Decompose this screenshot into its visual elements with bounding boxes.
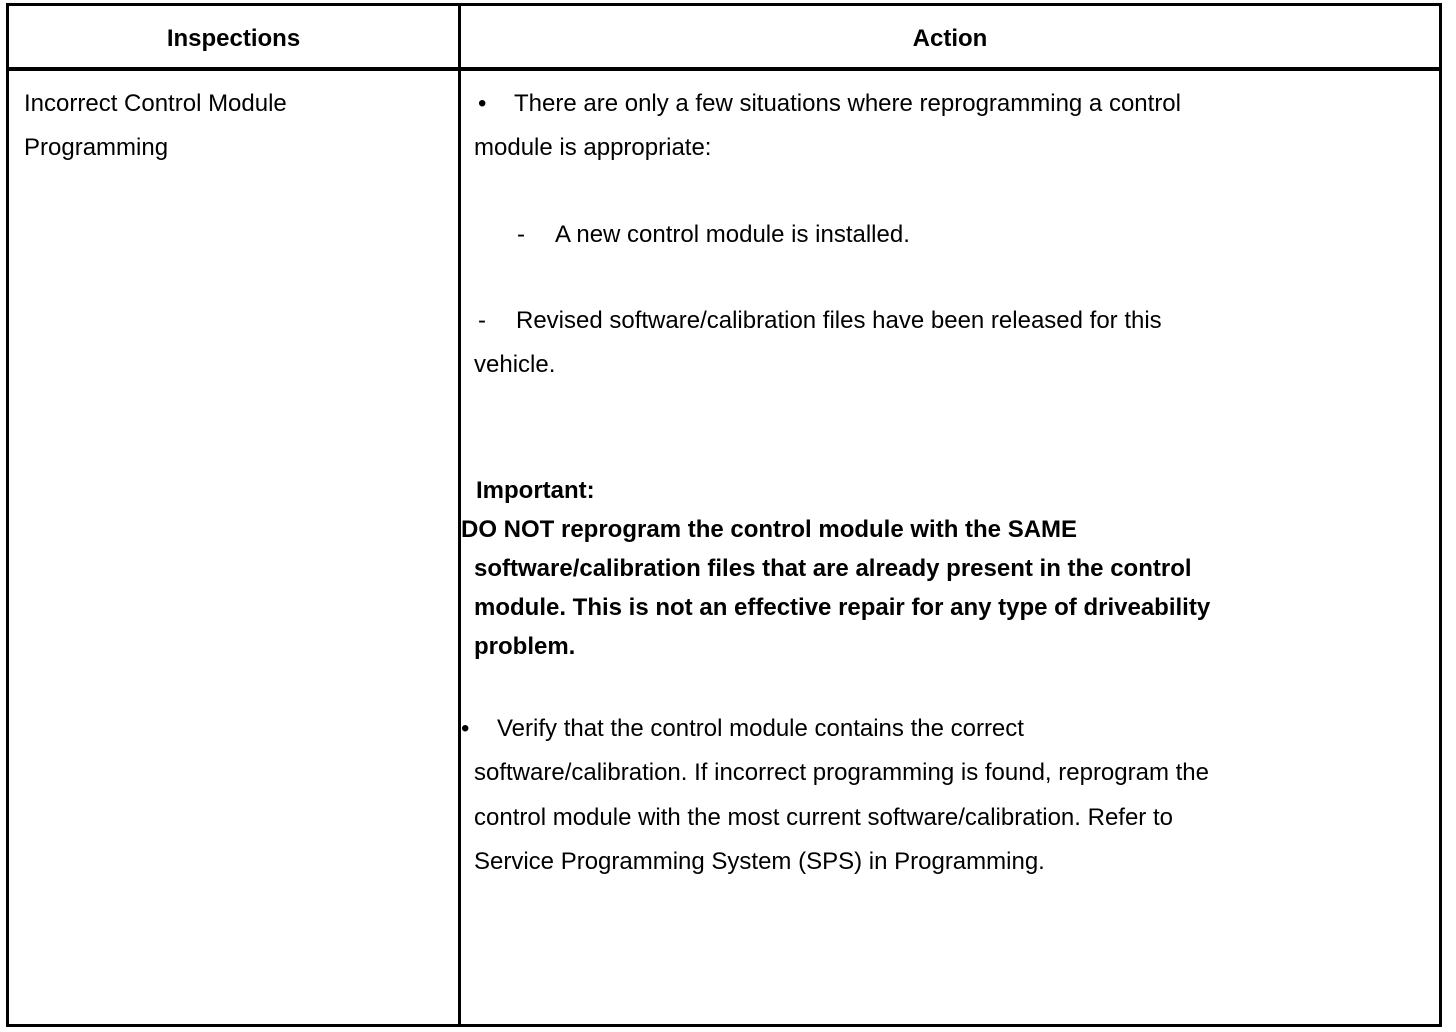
important-line2: software/calibration files that are already present in the control [474, 555, 1192, 582]
bullet1-line1: There are only a few situations where reprogramming a control [514, 90, 1181, 117]
header-rule [9, 67, 1439, 71]
bullet2-line3: control module with the most current software/calibration. Refer to [474, 804, 1173, 831]
bullet1-line2: module is appropriate: [474, 134, 712, 161]
sub-marker-2: - [478, 307, 486, 334]
sub1-text: A new control module is installed. [555, 221, 910, 248]
inspection-label-line1: Incorrect Control Module [24, 90, 287, 117]
bullet2-line2: software/calibration. If incorrect programming is found, reprogram the [474, 759, 1209, 786]
bullet-marker-1: • [478, 90, 487, 117]
header-action: Action [912, 25, 988, 52]
important-line4: problem. [474, 633, 576, 660]
header-inspections: Inspections [166, 25, 301, 52]
important-line3: module. This is not an effective repair for any type of driveability [474, 594, 1211, 621]
important-label: Important: [476, 477, 595, 504]
bullet-marker-2: • [461, 715, 470, 742]
sub2-line1: Revised software/calibration files have been released for this [516, 307, 1162, 334]
important-line1: DO NOT reprogram the control module with the SAME [461, 516, 1078, 543]
bullet2-line4: Service Programming System (SPS) in Programming. [474, 848, 1045, 875]
bullet2-line1: Verify that the control module contains the correct [497, 715, 1024, 742]
inspection-label-line2: Programming [24, 134, 169, 161]
sub-marker-1: - [517, 221, 525, 248]
sub2-line2: vehicle. [474, 351, 556, 378]
